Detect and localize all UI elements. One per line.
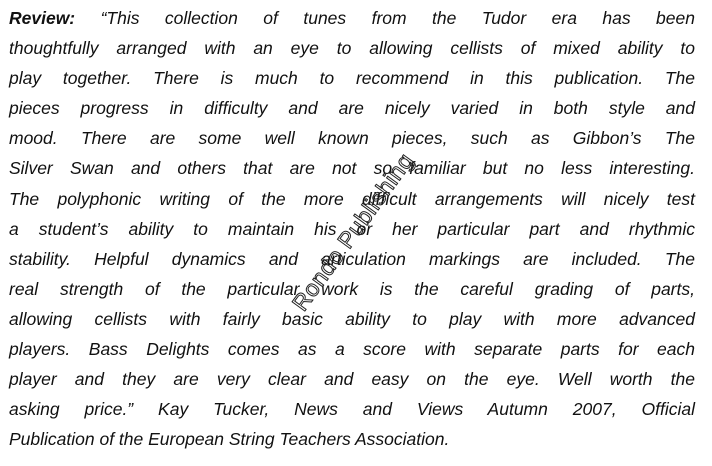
review-line-5: mood. There are some well known pieces, such as Gibbon’s The bbox=[9, 128, 695, 149]
review-text bbox=[9, 3, 695, 454]
review-line-9: stability. Helpful dynamics and articulation markings are included. The bbox=[9, 248, 695, 269]
review-line-11: allowing cellists with fairly basic ability to play with more advanced bbox=[9, 308, 695, 329]
review-line-2: thoughtfully arranged with an eye to allowing cellists of mixed ability to bbox=[9, 38, 695, 59]
review-line-14: asking price.” Kay Tucker, News and Views Autumn 2007, Official bbox=[9, 399, 695, 420]
review-line-13: player and they are very clear and easy on the eye. Well worth the bbox=[9, 369, 695, 390]
review-line-1 bbox=[9, 3, 695, 33]
review-line-1-text: “This collection of tunes from the Tudor era has been bbox=[75, 8, 695, 28]
review-line-12: players. Bass Delights comes as a score with separate parts for each bbox=[9, 339, 695, 360]
review-line-6: Silver Swan and others that are not so familiar but no less interesting. bbox=[9, 158, 695, 179]
review-line-3: play together. There is much to recommend in this publication. The bbox=[9, 68, 695, 89]
watermark: Rondo Publishing bbox=[286, 147, 419, 316]
review-line-10: real strength of the particular work is the careful grading of parts, bbox=[9, 278, 695, 299]
review-line-7: The polyphonic writing of the more difficult arrangements will nicely test bbox=[9, 188, 695, 209]
review-line-8: a student’s ability to maintain his or her particular part and rhythmic bbox=[9, 218, 695, 239]
review-line-4: pieces progress in difficulty and are nicely varied in both style and bbox=[9, 98, 695, 119]
review-line-15: Publication of the European String Teachers Association. bbox=[9, 429, 450, 450]
review-label: Review: bbox=[9, 8, 76, 28]
